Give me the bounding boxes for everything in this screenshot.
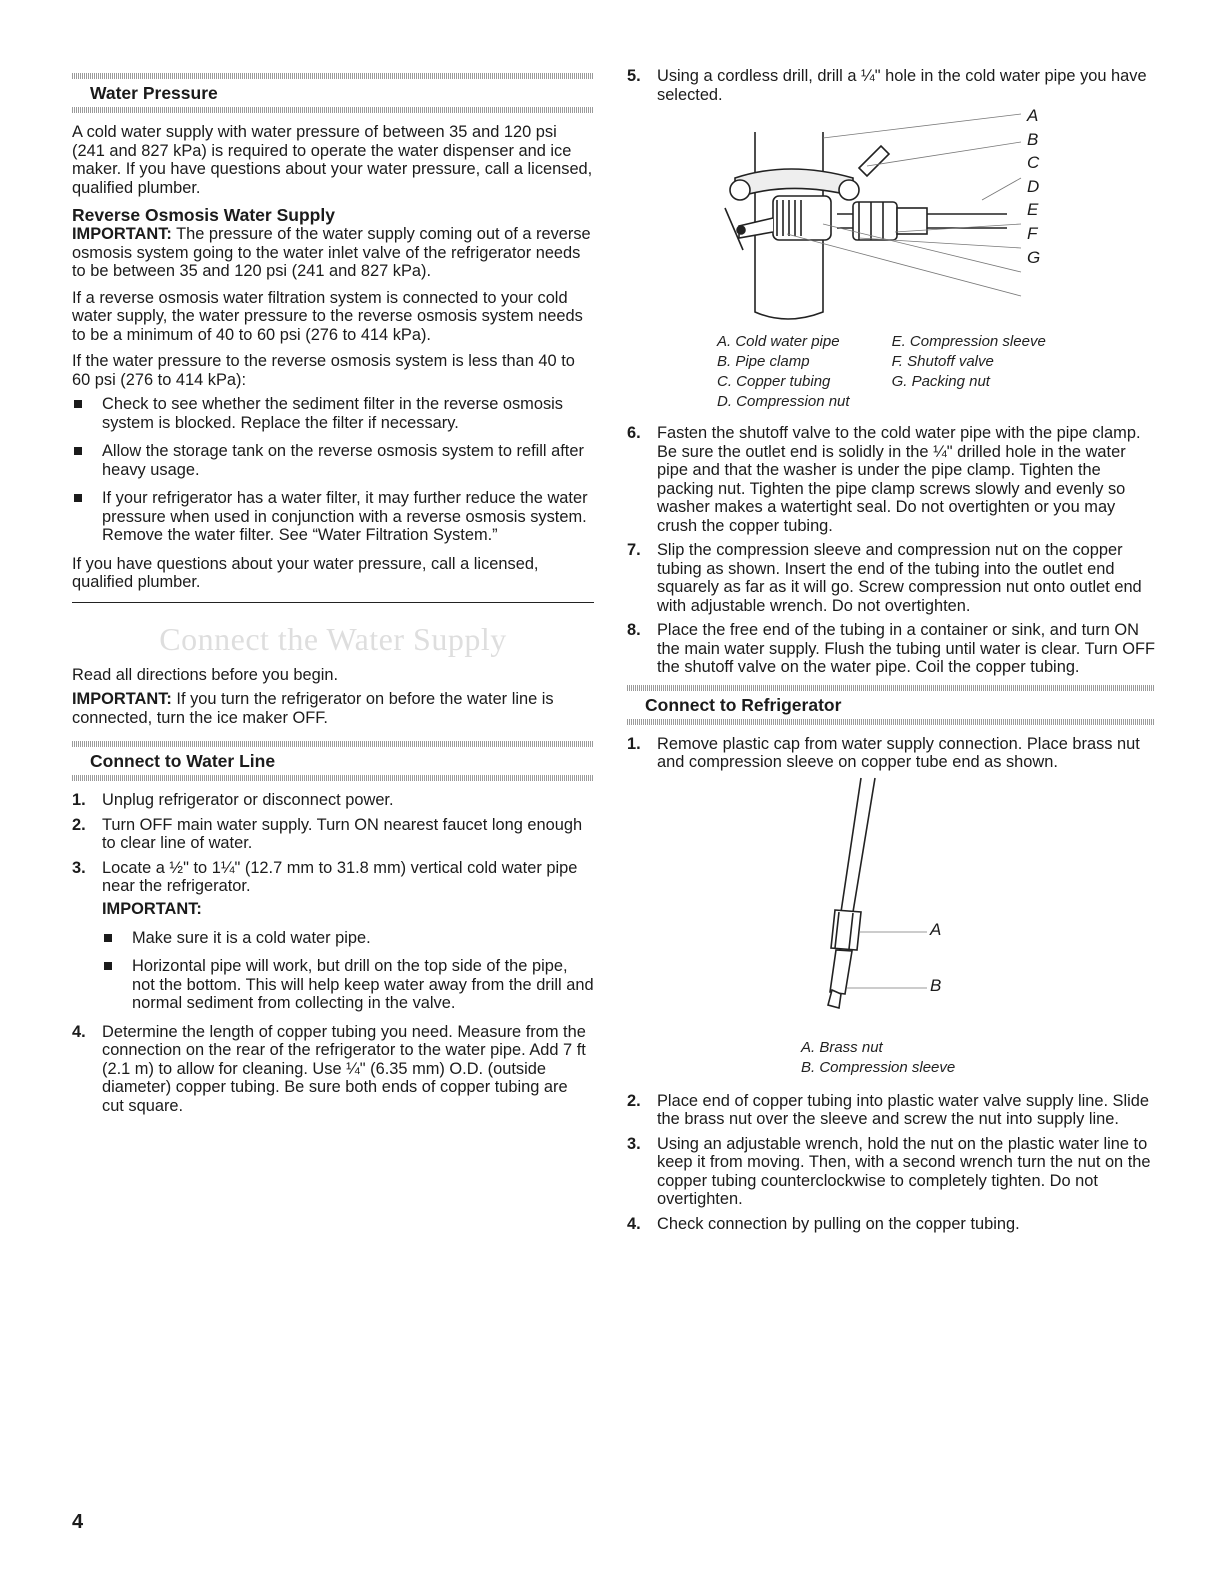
step-8: 8. Place the free end of the tubing in a container or sink, and turn ON the main water supply. Flush the tubing until water is clear. Turn OFF the shutoff valve on the water pipe. Coil the copper tubing. xyxy=(627,621,1156,676)
step-3-bullet-1: Make sure it is a cold water pipe. xyxy=(102,929,594,948)
fridge-step-4: 4. Check connection by pulling on the copper tubing. xyxy=(627,1214,1020,1233)
connect-important-text: If you turn the refrigerator on before the water line is connected, turn the ice maker OFF. xyxy=(72,690,554,727)
ro-bullet-3: If your refrigerator has a water filter, it may further reduce the water pressure when used in conjunction with a reverse osmosis system. Remove the water filter. See “Water Filtration System.” xyxy=(72,489,594,545)
section-divider xyxy=(72,775,594,781)
connect-important-paragraph xyxy=(72,690,594,727)
letter-b: B xyxy=(1027,129,1039,149)
letter-g: G xyxy=(1027,247,1041,267)
brass-nut-figure xyxy=(627,772,1155,1032)
figure-1-letters xyxy=(1027,104,1040,269)
section-divider xyxy=(627,719,1155,725)
shutoff-valve-figure xyxy=(627,104,1155,336)
letter-d: D xyxy=(1027,176,1040,196)
figure-2-legend: A. Brass nut B. Compression sleeve xyxy=(801,1038,956,1076)
figure-1-legend-left: A. Cold water pipe B. Pipe clamp C. Copper tubing D. Compression nut xyxy=(717,333,850,410)
ro-paragraph-2: If a reverse osmosis water filtration system is connected to your cold water supply, the water pressure to the reverse osmosis system needs to be a minimum of 40 to 60 psi (276 to 414 kPa). xyxy=(72,288,583,344)
step-7: 7. Slip the compression sleeve and compression nut on the copper tubing as shown. Insert the end of the tubing into the outlet end squarely as far as it will go. Screw compression nut onto outlet end with adjustable wrench. Do not overtighten. xyxy=(627,541,1142,615)
brass-nut-illustration xyxy=(627,772,1155,1032)
section-divider xyxy=(72,107,594,113)
connect-refrigerator-heading: Connect to Refrigerator xyxy=(645,694,842,715)
left-column xyxy=(72,0,594,1115)
connect-water-supply-title: Connect the Water Supply xyxy=(159,620,507,657)
figure-1-legend-right: E. Compression sleeve F. Shutoff valve G. Packing nut xyxy=(891,333,1046,390)
ro-bullet-2: Allow the storage tank on the reverse osmosis system to refill after heavy usage. xyxy=(72,442,594,479)
ro-important-paragraph xyxy=(72,225,594,281)
important-label: IMPORTANT: xyxy=(72,225,172,243)
letter-f: F xyxy=(1027,223,1038,243)
figure-1-legend xyxy=(627,332,1155,412)
ro-paragraph-4: If you have questions about your water pressure, call a licensed, qualified plumber. xyxy=(72,554,539,591)
shutoff-valve-illustration xyxy=(627,104,1155,336)
water-line-step-3: 3. Locate a ½" to 1¼" (12.7 mm to 31.8 mm) vertical cold water pipe near the refrigerator. xyxy=(72,858,578,895)
fridge-step-1: 1. Remove plastic cap from water supply connection. Place brass nut and compression sleeve on copper tube end as shown. xyxy=(627,734,1140,771)
important-label: IMPORTANT: xyxy=(72,690,172,708)
fridge-step-2: 2. Place end of copper tubing into plastic water valve supply line. Slide the brass nut over the sleeve and screw the nut into supply line. xyxy=(627,1091,1150,1128)
letter-e: E xyxy=(1027,200,1039,220)
ro-heading: Reverse Osmosis Water Supply xyxy=(72,205,335,225)
ro-paragraph-3: If the water pressure to the reverse osmosis system is less than 40 to 60 psi (276 to 414 kPa): xyxy=(72,352,575,389)
letter-a: A xyxy=(1027,106,1039,125)
fridge-step-3: 3. Using an adjustable wrench, hold the nut on the plastic water line to keep it from moving. Then, with a second wrench turn the nut on the copper tubing counterclockwise to completely tighten. Do not overtighten. xyxy=(627,1134,1151,1208)
step-5: 5. Using a cordless drill, drill a ¼" hole in the cold water pipe you have selected. xyxy=(627,67,1147,104)
step-3-bullet-2: Horizontal pipe will work, but drill on the top side of the pipe, not the bottom. This will help keep water away from the drill and normal sediment from collecting in the valve. xyxy=(102,957,594,1013)
step-6: 6. Fasten the shutoff valve to the cold water pipe with the pipe clamp. Be sure the outlet end is solidly in the ¼" drilled hole in the water pipe and that the washer is under the pipe clamp. Tighten the packing nut. Tighten the pipe clamp screws slowly and evenly so washer makes a watertight seal. Do not overtighten or you may crush the copper tubing. xyxy=(627,424,1141,535)
water-line-step-2: 2. Turn OFF main water supply. Turn ON nearest faucet long enough to clear line of water. xyxy=(72,815,583,852)
step-3-details xyxy=(72,900,594,1013)
step-3-important: IMPORTANT: xyxy=(102,899,202,918)
section-rule xyxy=(72,602,594,603)
ro-important-text: The pressure of the water supply coming out of a reverse osmosis system going to the water inlet valve of the refrigerator needs to be between 35 and 120 psi (241 and 827 kPa). xyxy=(72,225,591,280)
water-pressure-paragraph: A cold water supply with water pressure of between 35 and 120 psi (241 and 827 kPa) is required to operate the water dispenser and ice maker. If you have questions about your water pressure, call a licensed, qualified plumber. xyxy=(72,123,593,197)
connect-water-line-heading: Connect to Water Line xyxy=(90,751,276,771)
water-pressure-heading: Water Pressure xyxy=(90,83,218,103)
read-directions: Read all directions before you begin. xyxy=(72,665,339,684)
water-line-step-4: 4. Determine the length of copper tubing you need. Measure from the connection on the rear of the refrigerator to the water pipe. Add 7 ft (2.1 m) to allow for cleaning. Use ¼" (6.35 mm) O.D. (outside diameter) copper tubing. Be sure both ends of copper tubing are cut square. xyxy=(72,1022,586,1115)
letter-b: B xyxy=(930,975,942,995)
water-line-step-1: 1. Unplug refrigerator or disconnect power. xyxy=(72,791,394,809)
letter-a: A xyxy=(930,919,942,939)
right-column xyxy=(627,0,1155,1233)
ro-bullet-1: Check to see whether the sediment filter in the reverse osmosis system is blocked. Replace the filter if necessary. xyxy=(72,395,594,432)
page-number: 4 xyxy=(72,1511,84,1533)
letter-c: C xyxy=(1027,153,1040,173)
